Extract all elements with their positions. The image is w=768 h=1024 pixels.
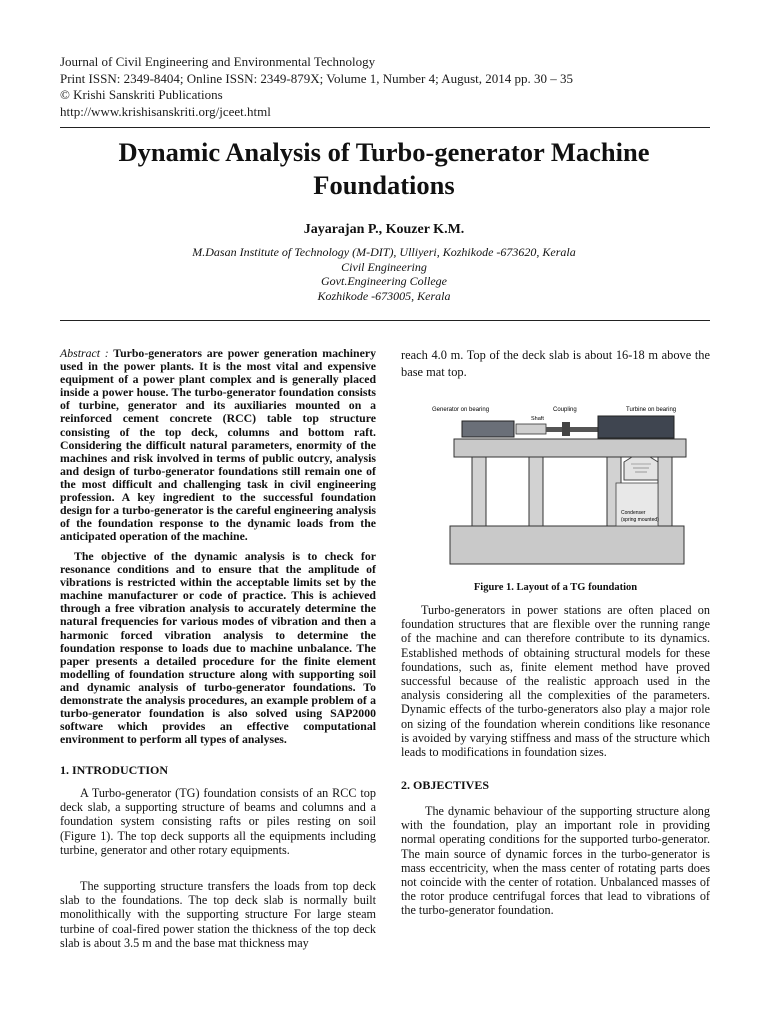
abstract xyxy=(60,347,376,543)
generator-label: Generator on bearing xyxy=(432,407,490,413)
affiliation-4: Kozhikode -673005, Kerala xyxy=(317,289,451,304)
bearing-left xyxy=(516,424,546,434)
journal-name: Journal of Civil Engineering and Environmental Technology xyxy=(60,54,376,69)
journal-url[interactable]: http://www.krishisanskriti.org/jceet.html xyxy=(60,103,271,119)
abstract-paragraph-2: The objective of the dynamic analysis is to check for resonance conditions and to ensure that the amplitude of vibrations is restricted within the acceptable limits set by the machine manufacturer or code of practice. This is achieved through a free vibration analysis to accurately determine the natural frequencies for various modes of vibration and then a harmonic forced vibration analysis to determine the foundation response to loads due to machine unbalance. The paper presents a detailed procedure for the finite element modelling of foundation structure along with supporting soil and dynamic analysis of turbo-generator foundations. To demonstrate the analysis procedures, an example problem of a turbo-generator foundation is also solved using SAP2000 software which provides an effective computational environment to perform all types of analyses. xyxy=(60,549,376,747)
introduction-paragraph-2: The supporting structure transfers the loads from top deck slab to the foundations. The top deck slab is normally built monolithically with the supporting structure For large steam turbine of coal-fired power station the thickness of the top deck slab is about 3.5 m and the base mat thickness may xyxy=(60,879,376,950)
introduction-heading: 1. INTRODUCTION xyxy=(60,763,169,777)
generator xyxy=(462,421,514,437)
affiliation-3: Govt.Engineering College xyxy=(321,274,447,289)
shaft xyxy=(546,427,598,432)
column-4 xyxy=(658,455,672,526)
journal-publisher: © Krishi Sanskriti Publications xyxy=(60,87,223,102)
right-paragraph-1: Turbo-generators in power stations are often placed on foundation structures that are flexible over the running range of the machine and can therefore contribute to its dynamics. Established methods of obtaining structural models for these foundations, such as, finite element method have proved successful because of the realistic approach used in the analysis considering all the complexities of the parameters. Dynamic effects of the turbo-generators also play a major role on sizing of the foundation wherein conditions like resonance is avoided by varying stiffness and mass of the structure which leads to modifications in foundation sizes. xyxy=(401,603,710,760)
title-divider xyxy=(60,320,710,321)
affiliation-2: Civil Engineering xyxy=(341,259,427,274)
title-line-1: Dynamic Analysis of Turbo-generator Machine xyxy=(118,137,650,167)
column-2 xyxy=(529,455,543,526)
shaft-label: Shaft xyxy=(531,416,544,422)
affiliations xyxy=(40,245,728,304)
turbine xyxy=(598,416,674,438)
column-1 xyxy=(472,455,486,526)
journal-issn: Print ISSN: 2349-8404; Online ISSN: 2349-879X; Volume 1, Number 4; August, 2014 pp. 30 – 35 xyxy=(60,70,574,86)
top-deck xyxy=(454,439,686,457)
turbine-label: Turbine on bearing xyxy=(626,407,677,413)
paper-title xyxy=(40,136,728,202)
objectives-paragraph: The dynamic behaviour of the supporting structure along with the foundation, play an important role in providing normal operating conditions for the supported turbo-generator. The main source of dynamic forces in the turbo-generator is mass eccentricity, when the mass center of rotating parts does not coincide with the center of rotation. Unbalanced masses of the rotor produce centrifugal forces that lead to vibrations of the turbo-generator foundation. xyxy=(401,804,710,918)
coupling xyxy=(562,422,570,436)
objectives-heading: 2. OBJECTIVES xyxy=(401,778,490,792)
condenser-label: Condenser xyxy=(621,510,646,516)
condenser-sub-label: (spring mounted) xyxy=(621,517,659,523)
base-mat xyxy=(450,526,684,564)
tg-foundation-figure xyxy=(428,400,690,576)
title-line-2: Foundations xyxy=(313,170,455,200)
coupling-label: Coupling xyxy=(553,407,577,413)
abstract-text: Turbo-generators are power generation machinery used in the power plants. It is the most vital and expensive equipment of a power plant complex and is generally placed inside a power house. The turbo-generator foundation consists of turbine, generator and its auxiliaries mounted on a reinforced cement concrete (RCC) table top structure consisting of the top deck, columns and bottom raft. Considering the difficult natural parameters, enormity of the machines and risk involved in terms of public outcry, analysis and design of turbo-generator foundations still remain one of the most difficult and challenging task in civil engineering profession. A key ingredient to the successful foundation design for a turbo-generator is the careful engineering analysis of the foundation response to the dynamic loads from the anticipated operation of the machine. xyxy=(60,346,376,544)
journal-header xyxy=(60,54,573,120)
header-divider xyxy=(60,127,710,128)
introduction-paragraph-1: A Turbo-generator (TG) foundation consists of an RCC top deck slab, a supporting structure of beams and columns and a foundation system consisting rafts or piles resting on soil (Figure 1). The top deck supports all the equipments including turbine, generator and other rotary equipments. xyxy=(60,786,376,857)
affiliation-1: M.Dasan Institute of Technology (M-DIT), Ulliyeri, Kozhikode -673620, Kerala xyxy=(192,245,576,259)
continued-paragraph: reach 4.0 m. Top of the deck slab is about 16-18 m above the base mat top. xyxy=(401,348,710,379)
abstract-label: Abstract : xyxy=(60,346,109,360)
figure-caption: Figure 1. Layout of a TG foundation xyxy=(473,582,638,593)
condenser xyxy=(624,457,658,480)
authors: Jayarajan P., Kouzer K.M. xyxy=(303,222,465,237)
